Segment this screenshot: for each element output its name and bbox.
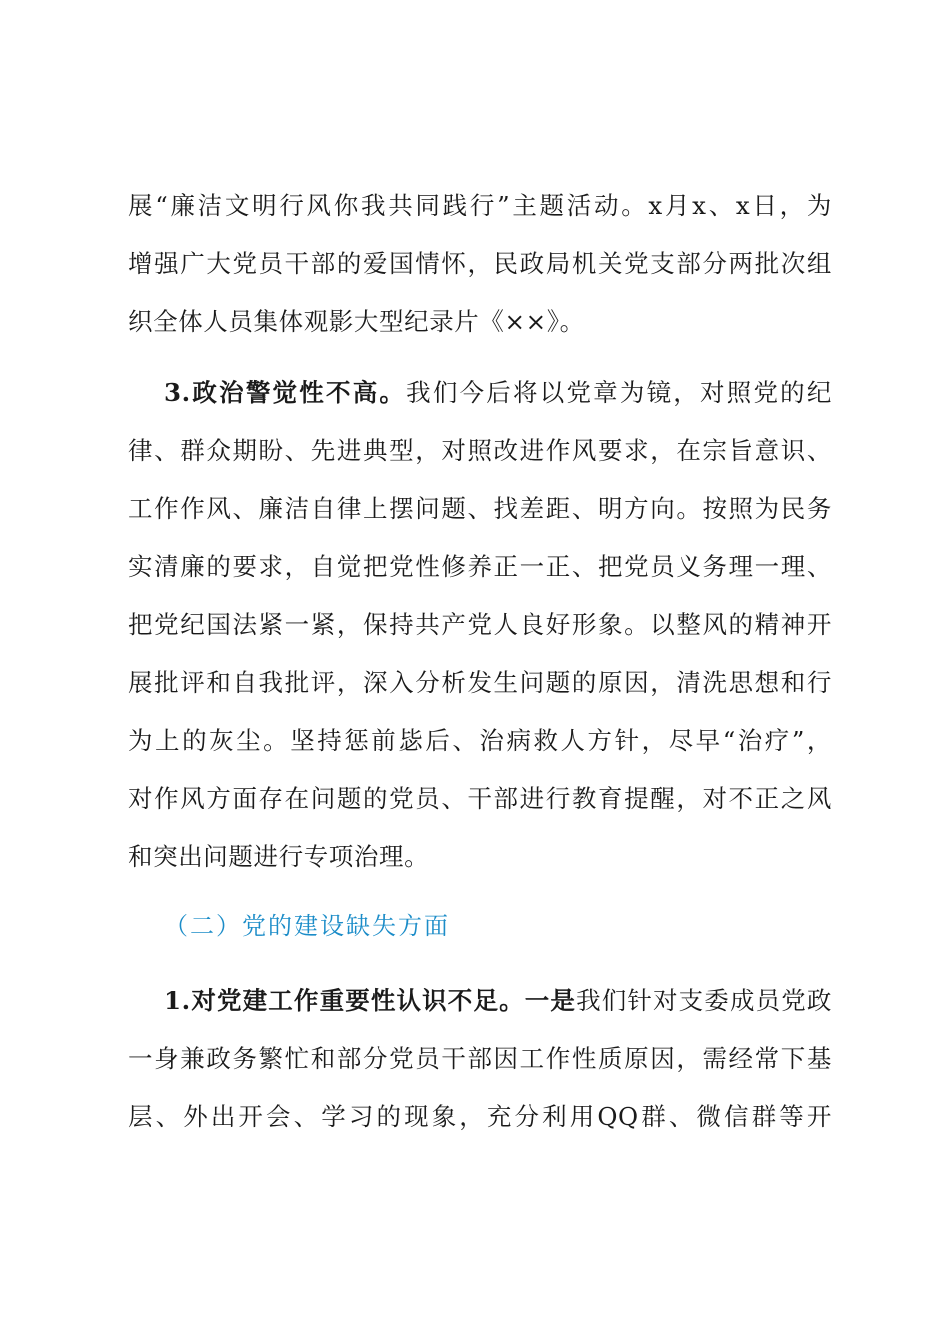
paragraph-line: 律、群众期盼、先进典型，对照改进作风要求，在宗旨意识、 (128, 436, 832, 465)
paragraph-line: 展“廉洁文明行风你我共同践行”主题活动。x月x、x日，为 (128, 191, 832, 220)
paragraph-first-line-text: 我们今后将以党章为镜，对照党的纪 (406, 378, 832, 407)
paragraph-line: 织全体人员集体观影大型纪录片《××》。 (128, 307, 585, 336)
paragraph-first-line-text: 我们针对支委成员党政 (576, 986, 832, 1015)
paragraph-line: 增强广大党员干部的爱国情怀，民政局机关党支部分两批次组 (128, 249, 832, 278)
paragraph-party-building (128, 972, 832, 1146)
paragraph-line: 为上的灰尘。坚持惩前毖后、治病救人方针，尽早“治疗”， (128, 726, 832, 755)
paragraph-line: 展批评和自我批评，深入分析发生问题的原因，清洗思想和行 (128, 668, 832, 697)
paragraph-line: 一身兼政务繁忙和部分党员干部因工作性质原因，需经常下基 (128, 1044, 832, 1073)
paragraph-line: 层、外出开会、学习的现象，充分利用QQ群、微信群等开 (128, 1102, 832, 1131)
paragraph-line: 把党纪国法紧一紧，保持共产党人良好形象。以整风的精神开 (128, 610, 832, 639)
section-heading: （二）党的建设缺失方面 (164, 912, 450, 940)
paragraph-line: 和突出问题进行专项治理。 (128, 842, 430, 871)
paragraph-first-line (128, 364, 832, 422)
paragraph-activity-continuation (128, 177, 832, 351)
paragraph-political-alertness (128, 364, 832, 886)
paragraph-line: 实清廉的要求，自觉把党性修养正一正、把党员义务理一理、 (128, 552, 832, 581)
paragraph-first-line (128, 972, 832, 1030)
paragraph-lead-heading: 1.对党建工作重要性认识不足。一是 (164, 986, 577, 1015)
paragraph-line: 对作风方面存在问题的党员、干部进行教育提醒，对不正之风 (128, 784, 832, 813)
paragraph-line: 工作作风、廉洁自律上摆问题、找差距、明方向。按照为民务 (128, 494, 832, 523)
paragraph-lead-heading: 3.政治警觉性不高。 (164, 378, 407, 407)
